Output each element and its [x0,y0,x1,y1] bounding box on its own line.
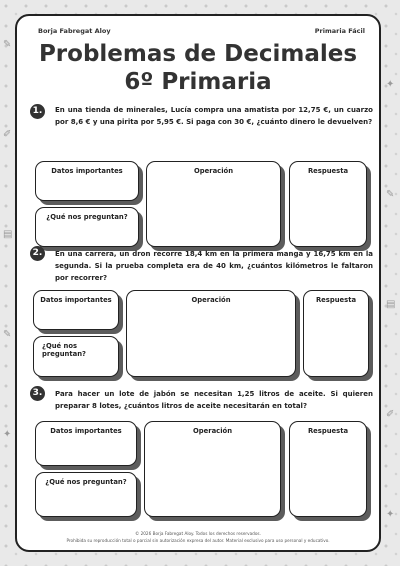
pencil-icon: ✎ [3,39,12,50]
star-icon: ✦ [386,509,395,520]
answer-box-1[interactable]: Respuesta [289,161,367,247]
book-icon: ▤ [3,229,13,240]
operation-box-3[interactable]: Operación [144,421,281,517]
star-icon: ✦ [3,429,12,440]
page-title: Problemas de Decimales [38,41,358,67]
copyright-line: © 2026 Borja Fabregat Aloy. Todos los derechos reservados. [135,531,261,536]
operation-box-2[interactable]: Operación [126,290,296,377]
license-line: Prohibida su reproducción total o parcial sin autorización expresa del autor. Material exclusivo para uso personal y educativo. [66,538,330,543]
brand-name: Primaria Fácil [314,27,365,35]
problem-number-3: 3. [30,386,45,401]
author-name: Borja Fabregat Aloy [38,27,111,35]
problem-text-2: En una carrera, un dron recorre 18,4 km en la primera manga y 16,75 km en la segunda. Si la prueba completa era de 40 km, ¿cuántos kilómetros le faltaron por recorrer? [55,250,373,282]
star-icon: ✦ [386,79,395,90]
answer-box-2[interactable]: Respuesta [303,290,369,377]
problem-text-3: Para hacer un lote de jabón se necesitan 1,25 litros de aceite. Si quieren preparar 8 lotes, ¿cuántos litros de aceite necesitarán en total? [55,390,373,410]
data-box-2[interactable]: Datos importantes [33,290,119,330]
page-subtitle: 6º Primaria [124,69,272,95]
data-box-3[interactable]: Datos importantes [35,421,137,466]
problem-text-1: En una tienda de minerales, Lucía compra una amatista por 12,75 €, un cuarzo por 8,6 € y una pirita por 5,95 €. Si paga con 30 €, ¿cuánto dinero le devuelven? [55,106,373,126]
ruler-icon: ✐ [386,409,395,420]
ruler-icon: ✐ [3,129,12,140]
operation-box-1[interactable]: Operación [146,161,281,247]
worksheet-sheet [15,14,381,552]
problem-number-2: 2. [30,246,45,261]
pencil-icon: ✎ [3,329,12,340]
question-box-3[interactable]: ¿Qué nos preguntan? [35,472,137,517]
question-box-1[interactable]: ¿Qué nos preguntan? [35,207,139,247]
book-icon: ▤ [386,299,396,310]
pencil-icon: ✎ [386,189,395,200]
answer-box-3[interactable]: Respuesta [289,421,367,517]
data-box-1[interactable]: Datos importantes [35,161,139,201]
problem-number-1: 1. [30,104,45,119]
question-box-2[interactable]: ¿Qué nos preguntan? [33,336,119,377]
